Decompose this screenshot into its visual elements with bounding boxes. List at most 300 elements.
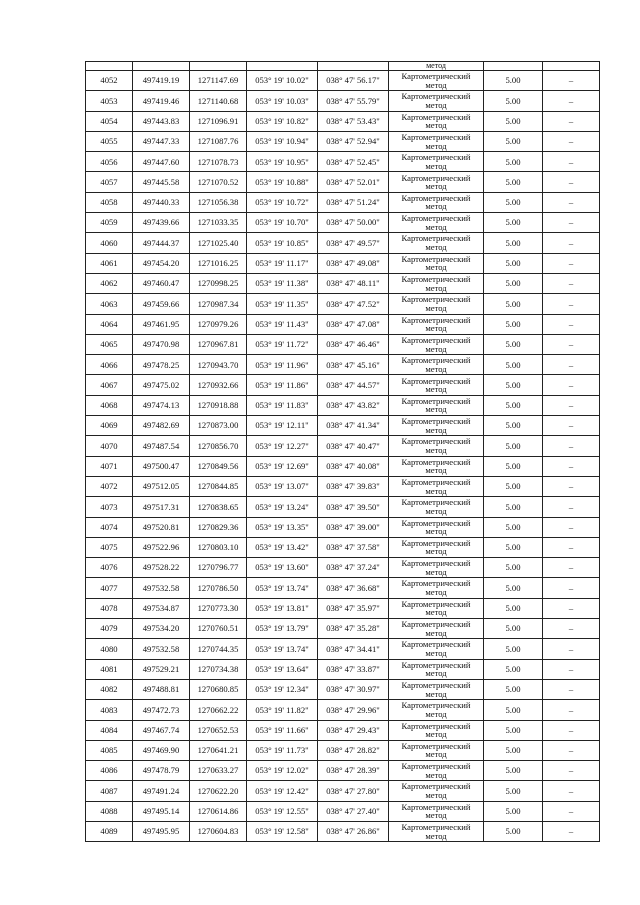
table-row [86, 71, 600, 91]
cell-x: 497469.90 [133, 740, 190, 760]
method-text-line: метод [425, 485, 447, 496]
cell-method [389, 395, 484, 415]
table-row [86, 497, 600, 517]
cell-note: – [543, 334, 600, 354]
cell-empty [543, 62, 600, 71]
cell-accuracy: 5.00 [484, 578, 543, 598]
cell-note: – [543, 639, 600, 659]
cell-accuracy: 5.00 [484, 172, 543, 192]
cell-longitude: 038° 47' 47.52" [318, 294, 389, 314]
cell-accuracy: 5.00 [484, 476, 543, 496]
table-row [86, 91, 600, 111]
cell-x: 497534.87 [133, 598, 190, 618]
table-row [86, 233, 600, 253]
method-text-line: Картометрический [401, 233, 471, 244]
cell-longitude: 038° 47' 37.58" [318, 537, 389, 557]
cell-longitude: 038° 47' 39.83" [318, 476, 389, 496]
cell-x: 497482.69 [133, 416, 190, 436]
cell-longitude: 038° 47' 49.08" [318, 253, 389, 273]
cell-latitude: 053° 19' 11.43" [247, 314, 318, 334]
cell-x: 497472.73 [133, 700, 190, 720]
cell-x: 497461.95 [133, 314, 190, 334]
cell-latitude: 053° 19' 11.83" [247, 395, 318, 415]
cell-x: 497495.95 [133, 821, 190, 841]
cell-note: – [543, 375, 600, 395]
method-text-line: Картометрический [401, 213, 471, 224]
cell-empty [247, 62, 318, 71]
cell-longitude: 038° 47' 29.96" [318, 700, 389, 720]
cell-y: 1271096.91 [190, 111, 247, 131]
cell-point-number: 4075 [86, 537, 133, 557]
cell-longitude: 038° 47' 39.00" [318, 517, 389, 537]
cell-longitude: 038° 47' 46.46" [318, 334, 389, 354]
cell-accuracy: 5.00 [484, 558, 543, 578]
cell-note: – [543, 679, 600, 699]
cell-accuracy: 5.00 [484, 71, 543, 91]
cell-longitude: 038° 47' 27.80" [318, 781, 389, 801]
method-text-line: Картометрический [401, 619, 471, 630]
cell-method [389, 375, 484, 395]
cell-longitude: 038° 47' 48.11" [318, 273, 389, 293]
table-row [86, 639, 600, 659]
cell-latitude: 053° 19' 11.35" [247, 294, 318, 314]
method-text-line: Картометрический [401, 253, 471, 264]
method-text-line: метод [425, 587, 447, 598]
method-text-line: метод [425, 790, 447, 801]
cell-latitude: 053° 19' 13.79" [247, 619, 318, 639]
cell-y: 1271087.76 [190, 131, 247, 151]
cell-y: 1271140.68 [190, 91, 247, 111]
cell-point-number: 4088 [86, 801, 133, 821]
cell-y: 1270680.85 [190, 679, 247, 699]
cell-accuracy: 5.00 [484, 537, 543, 557]
cell-note: – [543, 233, 600, 253]
cell-empty [318, 62, 389, 71]
cell-point-number: 4076 [86, 558, 133, 578]
cell-longitude: 038° 47' 52.94" [318, 131, 389, 151]
method-text-line: Картометрический [401, 436, 471, 447]
cell-x: 497520.81 [133, 517, 190, 537]
cell-note: – [543, 395, 600, 415]
cell-x: 497447.60 [133, 152, 190, 172]
cell-accuracy: 5.00 [484, 131, 543, 151]
cell-method [389, 639, 484, 659]
cell-x: 497488.81 [133, 679, 190, 699]
cell-latitude: 053° 19' 11.73" [247, 740, 318, 760]
method-text-line: метод [425, 262, 447, 273]
cell-x: 497419.46 [133, 91, 190, 111]
method-text-line: Картометрический [401, 274, 471, 285]
cell-accuracy: 5.00 [484, 801, 543, 821]
cell-method [389, 355, 484, 375]
cell-y: 1270734.38 [190, 659, 247, 679]
cell-point-number: 4081 [86, 659, 133, 679]
method-text-line: метод [425, 566, 447, 577]
method-text-line: метод [425, 668, 447, 679]
cell-point-number: 4073 [86, 497, 133, 517]
table-row [86, 111, 600, 131]
cell-accuracy: 5.00 [484, 821, 543, 841]
method-text-line: метод [425, 749, 447, 760]
cell-latitude: 053° 19' 13.07" [247, 476, 318, 496]
cell-y: 1270987.34 [190, 294, 247, 314]
cell-accuracy: 5.00 [484, 111, 543, 131]
cell-note: – [543, 821, 600, 841]
cell-note: – [543, 71, 600, 91]
cell-point-number: 4078 [86, 598, 133, 618]
cell-note: – [543, 558, 600, 578]
table-row [86, 476, 600, 496]
cell-point-number: 4080 [86, 639, 133, 659]
cell-y: 1270614.86 [190, 801, 247, 821]
table-row [86, 558, 600, 578]
method-text-line: Картометрический [401, 679, 471, 690]
cell-accuracy: 5.00 [484, 192, 543, 212]
method-text-line: Картометрический [401, 294, 471, 305]
cell-method [389, 821, 484, 841]
cell-accuracy: 5.00 [484, 416, 543, 436]
cell-note: – [543, 740, 600, 760]
cell-method [389, 720, 484, 740]
cell-note: – [543, 537, 600, 557]
cell-method [389, 537, 484, 557]
cell-latitude: 053° 19' 11.66" [247, 720, 318, 740]
cell-longitude: 038° 47' 39.50" [318, 497, 389, 517]
cell-method [389, 131, 484, 151]
cell-note: – [543, 720, 600, 740]
cell-x: 497460.47 [133, 273, 190, 293]
cell-longitude: 038° 47' 33.87" [318, 659, 389, 679]
cell-note: – [543, 497, 600, 517]
table-row [86, 679, 600, 699]
cell-point-number: 4059 [86, 213, 133, 233]
cell-note: – [543, 131, 600, 151]
cell-accuracy: 5.00 [484, 213, 543, 233]
cell-note: – [543, 761, 600, 781]
cell-accuracy: 5.00 [484, 619, 543, 639]
cell-note: – [543, 355, 600, 375]
method-text-line: метод [425, 99, 447, 110]
cell-accuracy: 5.00 [484, 720, 543, 740]
table-row [86, 619, 600, 639]
table-row [86, 517, 600, 537]
cell-x: 497517.31 [133, 497, 190, 517]
table-row-continued [86, 62, 600, 71]
cell-note: – [543, 192, 600, 212]
cell-longitude: 038° 47' 29.43" [318, 720, 389, 740]
cell-point-number: 4079 [86, 619, 133, 639]
cell-y: 1270838.65 [190, 497, 247, 517]
cell-note: – [543, 314, 600, 334]
cell-y: 1270829.36 [190, 517, 247, 537]
cell-method [389, 71, 484, 91]
cell-note: – [543, 781, 600, 801]
method-text-line: метод [425, 282, 447, 293]
table-row [86, 659, 600, 679]
cell-accuracy: 5.00 [484, 700, 543, 720]
cell-latitude: 053° 19' 11.96" [247, 355, 318, 375]
cell-x: 497443.83 [133, 111, 190, 131]
cell-method [389, 91, 484, 111]
cell-y: 1271033.35 [190, 213, 247, 233]
cell-x: 497454.20 [133, 253, 190, 273]
cell-note: – [543, 152, 600, 172]
table-row [86, 314, 600, 334]
cell-accuracy: 5.00 [484, 314, 543, 334]
table-body [86, 62, 600, 842]
cell-longitude: 038° 47' 52.01" [318, 172, 389, 192]
cell-accuracy: 5.00 [484, 659, 543, 679]
cell-latitude: 053° 19' 10.88" [247, 172, 318, 192]
cell-longitude: 038° 47' 34.41" [318, 639, 389, 659]
cell-y: 1270918.88 [190, 395, 247, 415]
cell-longitude: 038° 47' 49.57" [318, 233, 389, 253]
cell-longitude: 038° 47' 40.08" [318, 456, 389, 476]
cell-note: – [543, 91, 600, 111]
cell-note: – [543, 416, 600, 436]
cell-accuracy: 5.00 [484, 294, 543, 314]
method-text-line: Картометрический [401, 172, 471, 183]
method-text-line: метод [425, 120, 447, 131]
cell-x: 497467.74 [133, 720, 190, 740]
cell-accuracy: 5.00 [484, 355, 543, 375]
cell-longitude: 038° 47' 56.17" [318, 71, 389, 91]
cell-y: 1270979.26 [190, 314, 247, 334]
method-text-line: Картометрический [401, 497, 471, 508]
cell-x: 497474.13 [133, 395, 190, 415]
cell-y: 1271078.73 [190, 152, 247, 172]
table-row [86, 598, 600, 618]
cell-point-number: 4070 [86, 436, 133, 456]
cell-method [389, 314, 484, 334]
cell-latitude: 053° 19' 12.58" [247, 821, 318, 841]
cell-longitude: 038° 47' 28.39" [318, 761, 389, 781]
cell-point-number: 4052 [86, 71, 133, 91]
cell-method [389, 416, 484, 436]
cell-empty [190, 62, 247, 71]
cell-method-tail: метод [389, 62, 484, 71]
cell-point-number: 4077 [86, 578, 133, 598]
cell-method [389, 456, 484, 476]
method-text-line: Картометрический [401, 476, 471, 487]
cell-method [389, 598, 484, 618]
cell-y: 1271070.52 [190, 172, 247, 192]
cell-point-number: 4086 [86, 761, 133, 781]
cell-note: – [543, 476, 600, 496]
cell-latitude: 053° 19' 10.94" [247, 131, 318, 151]
method-text-line: Картометрический [401, 314, 471, 325]
cell-y: 1270604.83 [190, 821, 247, 841]
cell-y: 1270622.20 [190, 781, 247, 801]
cell-accuracy: 5.00 [484, 781, 543, 801]
table-row [86, 801, 600, 821]
cell-x: 497440.33 [133, 192, 190, 212]
cell-x: 497459.66 [133, 294, 190, 314]
cell-x: 497419.19 [133, 71, 190, 91]
cell-method [389, 213, 484, 233]
method-text-line: метод [425, 465, 447, 476]
method-text-line: метод [425, 810, 447, 821]
cell-x: 497529.21 [133, 659, 190, 679]
cell-x: 497532.58 [133, 578, 190, 598]
cell-y: 1270803.10 [190, 537, 247, 557]
cell-latitude: 053° 19' 12.27" [247, 436, 318, 456]
cell-latitude: 053° 19' 13.64" [247, 659, 318, 679]
cell-method [389, 497, 484, 517]
cell-y: 1270844.85 [190, 476, 247, 496]
cell-method [389, 700, 484, 720]
cell-latitude: 053° 19' 13.74" [247, 578, 318, 598]
method-text-line: Картометрический [401, 822, 471, 833]
cell-accuracy: 5.00 [484, 152, 543, 172]
cell-point-number: 4058 [86, 192, 133, 212]
cell-x: 497512.05 [133, 476, 190, 496]
cell-point-number: 4056 [86, 152, 133, 172]
table-row [86, 192, 600, 212]
cell-note: – [543, 213, 600, 233]
cell-method [389, 476, 484, 496]
cell-point-number: 4072 [86, 476, 133, 496]
method-text-line: метод [425, 546, 447, 557]
cell-y: 1270998.25 [190, 273, 247, 293]
cell-y: 1270786.50 [190, 578, 247, 598]
cell-latitude: 053° 19' 12.34" [247, 679, 318, 699]
cell-latitude: 053° 19' 13.42" [247, 537, 318, 557]
cell-x: 497522.96 [133, 537, 190, 557]
cell-point-number: 4074 [86, 517, 133, 537]
cell-latitude: 053° 19' 12.02" [247, 761, 318, 781]
cell-y: 1270856.70 [190, 436, 247, 456]
cell-y: 1271016.25 [190, 253, 247, 273]
table-row [86, 761, 600, 781]
cell-accuracy: 5.00 [484, 273, 543, 293]
method-text-line: Картометрический [401, 152, 471, 163]
cell-longitude: 038° 47' 47.08" [318, 314, 389, 334]
cell-method [389, 294, 484, 314]
cell-longitude: 038° 47' 37.24" [318, 558, 389, 578]
cell-x: 497487.54 [133, 436, 190, 456]
method-text-line: Картометрический [401, 558, 471, 569]
cell-method [389, 192, 484, 212]
cell-method [389, 679, 484, 699]
cell-x: 497528.22 [133, 558, 190, 578]
cell-latitude: 053° 19' 12.69" [247, 456, 318, 476]
method-text-line: Картометрический [401, 131, 471, 142]
cell-x: 497439.66 [133, 213, 190, 233]
cell-longitude: 038° 47' 30.97" [318, 679, 389, 699]
cell-y: 1270873.00 [190, 416, 247, 436]
cell-method [389, 740, 484, 760]
cell-latitude: 053° 19' 13.60" [247, 558, 318, 578]
cell-y: 1270796.77 [190, 558, 247, 578]
method-text-line: метод [425, 607, 447, 618]
cell-point-number: 4089 [86, 821, 133, 841]
cell-note: – [543, 111, 600, 131]
cell-latitude: 053° 19' 10.70" [247, 213, 318, 233]
table-row [86, 456, 600, 476]
method-text-line: метод [425, 830, 447, 841]
method-text-line: метод [425, 323, 447, 334]
cell-accuracy: 5.00 [484, 375, 543, 395]
table-row [86, 334, 600, 354]
cell-latitude: 053° 19' 11.72" [247, 334, 318, 354]
cell-accuracy: 5.00 [484, 253, 543, 273]
cell-point-number: 4065 [86, 334, 133, 354]
method-text-line: метод [425, 769, 447, 780]
cell-point-number: 4087 [86, 781, 133, 801]
cell-point-number: 4066 [86, 355, 133, 375]
method-text-line: Картометрический [401, 71, 471, 82]
table-row [86, 131, 600, 151]
cell-latitude: 053° 19' 10.82" [247, 111, 318, 131]
cell-method [389, 111, 484, 131]
method-text-line: метод [425, 201, 447, 212]
method-text-line: Картометрический [401, 456, 471, 467]
cell-note: – [543, 294, 600, 314]
cell-y: 1271147.69 [190, 71, 247, 91]
cell-point-number: 4083 [86, 700, 133, 720]
cell-note: – [543, 801, 600, 821]
cell-longitude: 038° 47' 44.57" [318, 375, 389, 395]
cell-method [389, 619, 484, 639]
cell-longitude: 038° 47' 41.34" [318, 416, 389, 436]
method-text-line: метод [425, 424, 447, 435]
cell-longitude: 038° 47' 43.82" [318, 395, 389, 415]
cell-y: 1270641.21 [190, 740, 247, 760]
cell-latitude: 053° 19' 10.03" [247, 91, 318, 111]
cell-y: 1270849.56 [190, 456, 247, 476]
method-text-line: метод [425, 627, 447, 638]
method-text-line: Картометрический [401, 720, 471, 731]
cell-point-number: 4082 [86, 679, 133, 699]
method-text-line: метод [425, 729, 447, 740]
cell-method [389, 761, 484, 781]
coordinates-table [85, 61, 600, 842]
method-text-line: Картометрический [401, 598, 471, 609]
cell-latitude: 053° 19' 12.55" [247, 801, 318, 821]
table-row [86, 395, 600, 415]
cell-note: – [543, 273, 600, 293]
cell-y: 1271025.40 [190, 233, 247, 253]
cell-point-number: 4085 [86, 740, 133, 760]
table-row [86, 355, 600, 375]
cell-longitude: 038° 47' 35.28" [318, 619, 389, 639]
cell-accuracy: 5.00 [484, 679, 543, 699]
cell-longitude: 038° 47' 55.79" [318, 91, 389, 111]
method-text-line: метод [425, 404, 447, 415]
cell-latitude: 053° 19' 11.82" [247, 700, 318, 720]
cell-note: – [543, 659, 600, 679]
method-text-line: метод [425, 221, 447, 232]
cell-accuracy: 5.00 [484, 761, 543, 781]
method-text-line: метод [425, 79, 447, 90]
cell-method [389, 436, 484, 456]
method-text-line: метод [425, 444, 447, 455]
method-text-line: Картометрический [401, 517, 471, 528]
cell-longitude: 038° 47' 28.82" [318, 740, 389, 760]
cell-x: 497444.37 [133, 233, 190, 253]
cell-accuracy: 5.00 [484, 334, 543, 354]
method-text-line: Картометрический [401, 111, 471, 122]
table-row [86, 821, 600, 841]
table-row [86, 172, 600, 192]
table-row [86, 781, 600, 801]
cell-longitude: 038° 47' 40.47" [318, 436, 389, 456]
cell-accuracy: 5.00 [484, 456, 543, 476]
cell-accuracy: 5.00 [484, 497, 543, 517]
cell-empty [484, 62, 543, 71]
method-text-line: Картометрический [401, 192, 471, 203]
